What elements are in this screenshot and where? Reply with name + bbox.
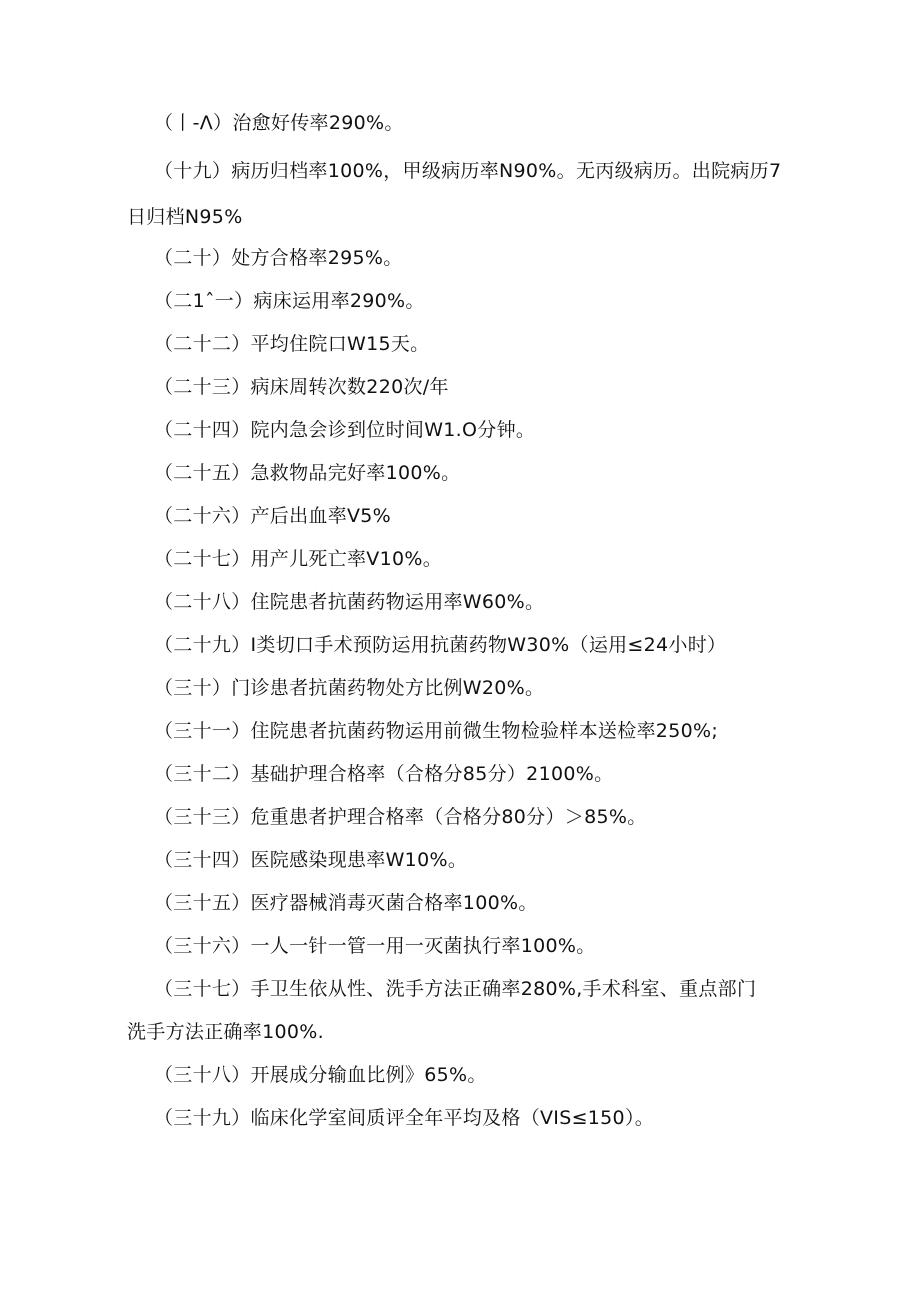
item-line-35: （三十五）医疗器械消毒灭菌合格率100%。 [154,892,538,914]
item-line-33: （三十三）危重患者护理合格率（合格分80分）＞85%。 [154,806,647,828]
item-line-39: （三十九）临床化学室间质评全年平均及格（VIS≤150）。 [154,1107,655,1129]
item-line-34: （三十四）医院感染现患率W10%。 [154,849,468,871]
item-line-31: （三十一）住院患者抗菌药物运用前微生物检验样本送检率250%; [154,720,719,742]
item-line-18: （丨-Λ）治愈好传率290%。 [154,112,404,134]
item-line-24: （二十四）院内急会诊到位时间W1.O分钟。 [154,419,536,441]
item-line-22: （二十二）平均住院口W15天。 [154,333,430,355]
item-line-37: （三十七）手卫生依从性、洗手方法正确率280%,手术科室、重点部门 [154,978,757,1000]
item-line-36: （三十六）一人一针一管一用一灭菌执行率100%。 [154,935,596,957]
item-line-37-cont: 洗手方法正确率100%. [127,1021,324,1043]
item-line-28: （二十八）住院患者抗菌药物运用率W60%。 [154,591,545,613]
item-line-38: （三十八）开展成分输血比例》65%。 [154,1064,487,1086]
item-line-32: （三十二）基础护理合格率（合格分85分）2100%。 [154,763,614,785]
item-line-23: （二十三）病床周转次数220次/年 [154,376,449,398]
item-line-30: （三十）门诊患者抗菌药物处方比例W20%。 [154,677,545,699]
item-line-25: （二十五）急救物品完好率100%。 [154,462,461,484]
item-line-20: （二十）处方合格率295%。 [154,247,403,269]
item-line-27: （二十七）用产儿死亡率V10%。 [154,548,443,570]
item-line-19: （十九）病历归档率100%，甲级病历率N90%。无丙级病历。出院病历7 [154,160,782,182]
item-line-26: （二十六）产后出血率V5% [154,505,392,527]
item-line-21: （二1ˆ一）病床运用率290%。 [154,290,425,312]
item-line-19-cont: 日归档N95% [127,206,243,228]
item-line-29: （二十九）I类切口手术预防运用抗菌药物W30%（运用≤24小时） [154,634,727,656]
